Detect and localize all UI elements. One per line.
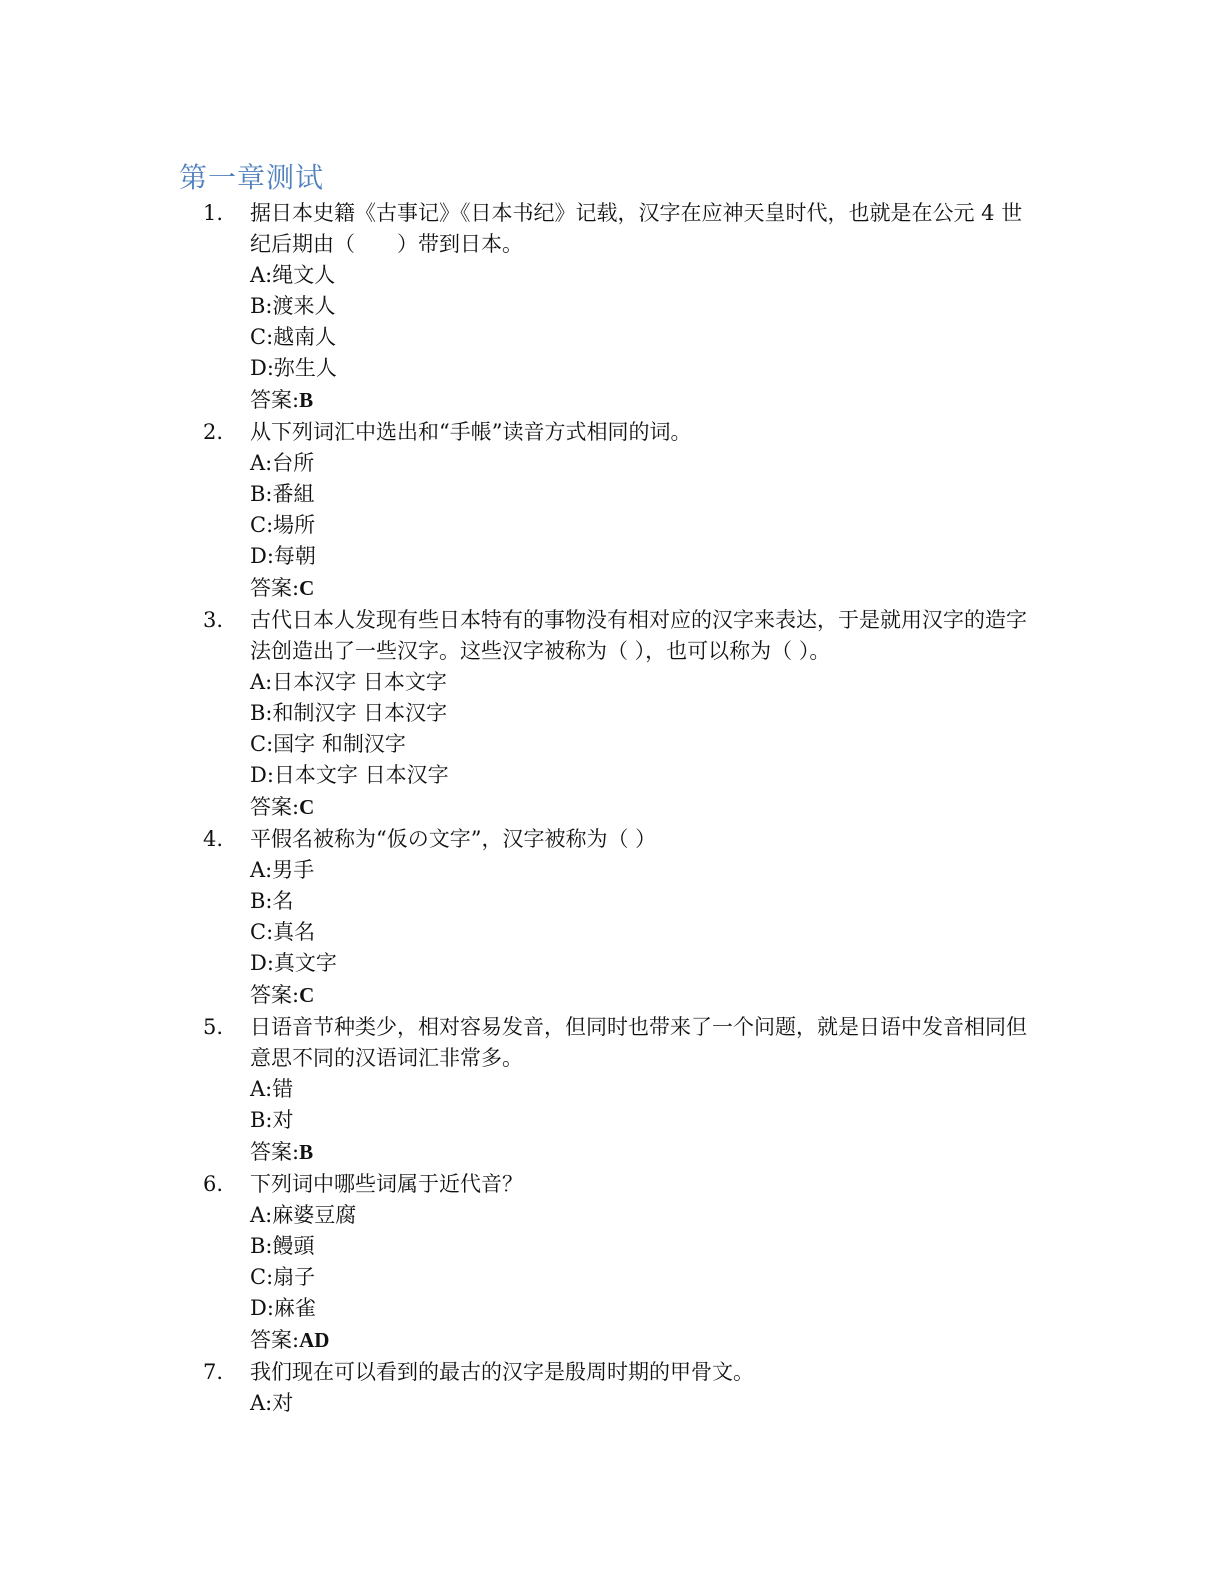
answer-line [250,979,1040,1012]
answer-option: A:麻婆豆腐 [250,1203,357,1227]
answer-value: C [299,795,315,819]
question-number: 4. [203,827,224,851]
answer-line [250,1136,1040,1169]
question-number: 2. [203,420,224,444]
answer-value: B [299,388,314,412]
answer-value: C [299,983,315,1007]
question-item [0,417,1040,605]
question-stem: 下列词中哪些词属于近代音？ [250,1172,523,1196]
answer-option: B:番組 [250,482,315,506]
answer-option: D:日本文字 日本汉字 [250,763,449,787]
question-item [0,605,1040,824]
answer-option: B:名 [250,889,294,913]
answer-option: D:弥生人 [250,356,337,380]
answer-option: C:越南人 [250,325,337,349]
question-item [0,1169,1040,1357]
question-stem: 据日本史籍《古事记》《日本书纪》记载，汉字在应神天皇时代，也就是在公元 4 世纪后期由（ ）带到日本。 [250,201,1023,256]
answer-option: A:对 [250,1391,294,1415]
answer-value: B [299,1140,314,1164]
answer-label: 答案: [250,388,300,412]
answer-option: A:日本汉字 日本文字 [250,670,447,694]
answer-option: C:場所 [250,513,316,537]
question-stem: 平假名被称为“仮の文字”，汉字被称为（ ） [250,827,657,851]
question-stem: 古代日本人发现有些日本特有的事物没有相对应的汉字来表达，于是就用汉字的造字法创造出了一些汉字。这些汉字被称为（ ），也可以称为（ ）。 [250,608,1027,663]
answer-line [250,572,1040,605]
answer-option: C:扇子 [250,1265,316,1289]
answer-option: C:国字 和制汉字 [250,732,406,756]
answer-option: D:每朝 [250,544,316,568]
answer-option: B:渡来人 [250,294,336,318]
question-item [0,1357,1040,1419]
answer-line [250,1324,1040,1357]
answer-label: 答案: [250,1328,300,1352]
answer-option: A:台所 [250,451,315,475]
question-number: 7. [203,1360,224,1384]
answer-label: 答案: [250,983,300,1007]
question-number: 6. [203,1172,224,1196]
question-item [0,198,1040,417]
question-list [0,198,1224,1419]
section-heading: 第一章测试 [179,161,325,194]
answer-value: AD [299,1328,330,1352]
answer-option: A:错 [250,1077,294,1101]
question-item [0,1012,1040,1169]
answer-line [250,791,1040,824]
answer-option: B:和制汉字 日本汉字 [250,701,448,725]
question-number: 5. [203,1015,224,1039]
answer-option: D:麻雀 [250,1296,316,1320]
question-stem: 我们现在可以看到的最古的汉字是殷周时期的甲骨文。 [250,1360,754,1384]
answer-line [250,384,1040,417]
answer-option: A:绳文人 [250,263,336,287]
question-stem: 从下列词汇中选出和“手帳”读音方式相同的词。 [250,420,692,444]
answer-option: B:饅頭 [250,1234,315,1258]
answer-label: 答案: [250,1140,300,1164]
answer-option: B:对 [250,1108,294,1132]
answer-label: 答案: [250,795,300,819]
answer-value: C [299,576,315,600]
question-stem: 日语音节种类少，相对容易发音，但同时也带来了一个问题，就是日语中发音相同但意思不同的汉语词汇非常多。 [250,1015,1027,1070]
answer-option: D:真文字 [250,951,337,975]
question-number: 3. [203,608,224,632]
question-item [0,824,1040,1012]
answer-option: C:真名 [250,920,316,944]
question-number: 1. [203,201,224,225]
answer-option: A:男手 [250,858,315,882]
answer-label: 答案: [250,576,300,600]
